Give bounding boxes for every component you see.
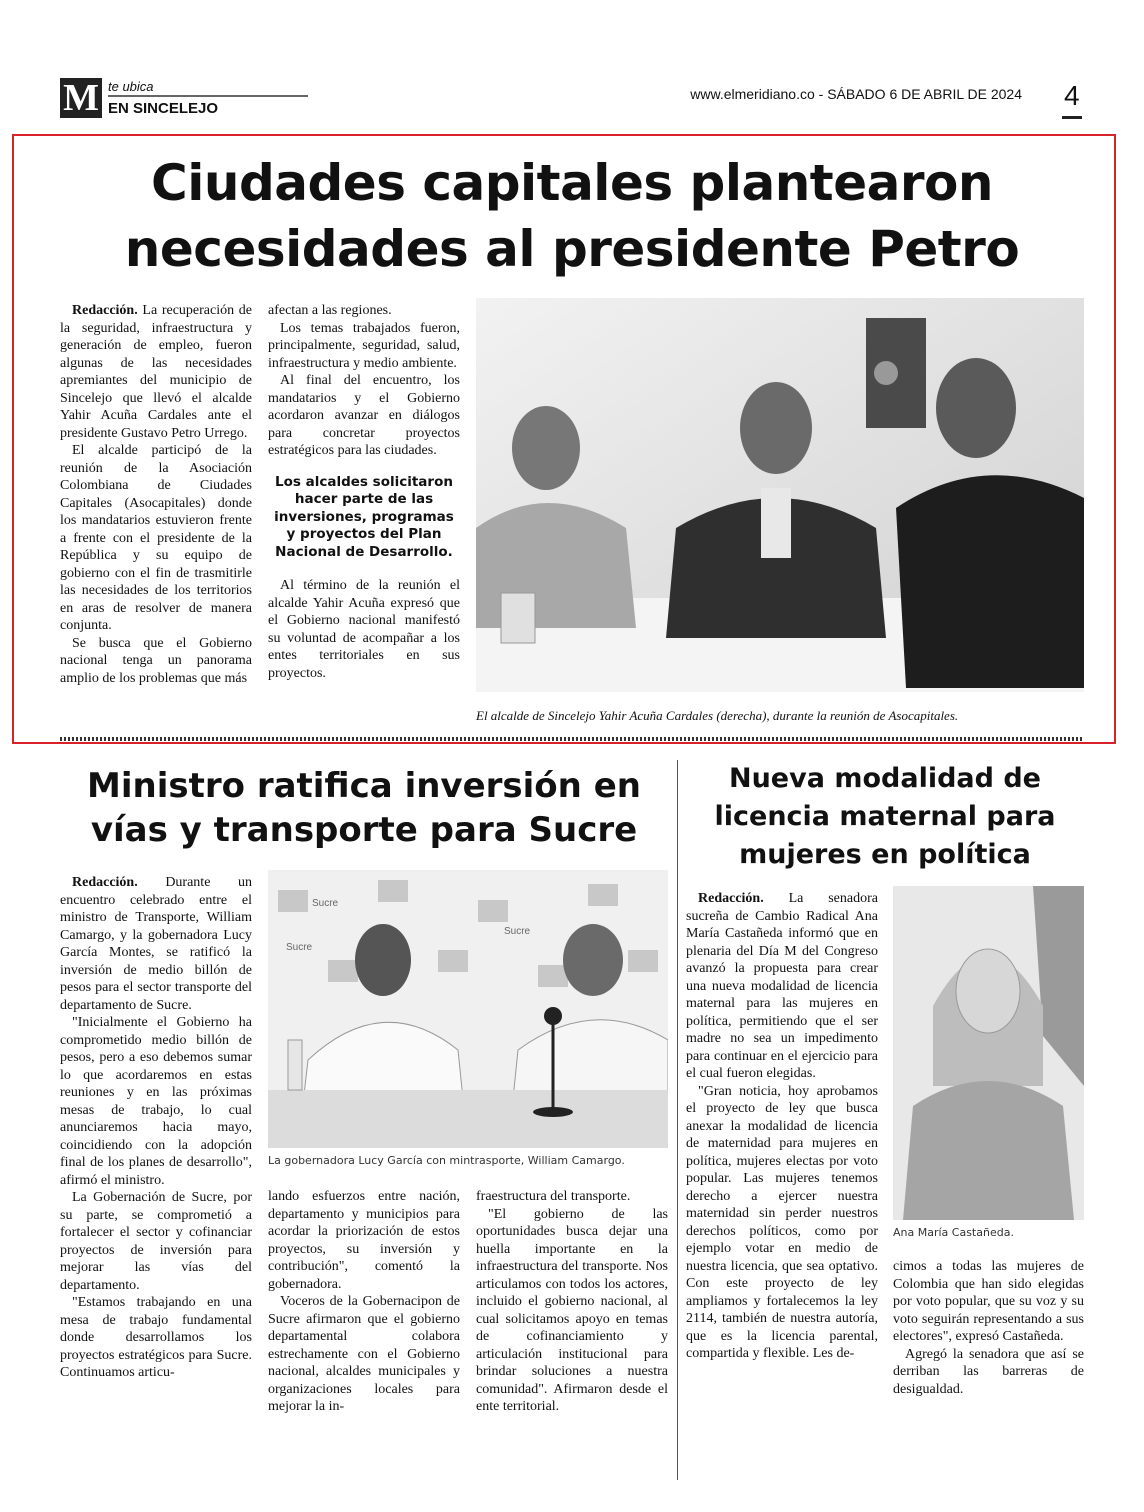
story3-byline: Redacción. (698, 891, 764, 906)
story1-paragraph: Al término de la reunión el alcalde Yahir Acuña expresó que el Gobierno nacional manifestó su voluntad de acompañar a los entes territoriales en sus proyectos. (268, 578, 460, 681)
story2-paragraph: Durante un encuentro celebrado entre el ministro de Transporte, William Camargo, y la gobernadora Lucy García Montes, se ratificó la inversión de medio billón de pesos para el sector transporte del departamento de Sucre. (60, 875, 252, 1013)
section-divider (108, 95, 308, 97)
story3-column-2 (893, 1258, 1084, 1398)
story1-headline-line2: necesidades al presidente Petro (124, 220, 1020, 278)
story1-paragraph: Se busca que el Gobierno nacional tenga un panorama amplio de los problemas que más (60, 635, 252, 686)
story1-paragraph: La recuperación de la seguridad, infraestructura y generación de empleo, fueron algunas de las necesidades apremiantes del municipio de Sincelejo que llevó el alcalde Yahir Acuña Cardales ante el presidente Gustavo Petro Urrego. (60, 303, 252, 441)
story3-photo-caption: Ana María Castañeda. (893, 1226, 1014, 1239)
story1-photo (476, 298, 1084, 692)
story2-paragraph: La Gobernación de Sucre, por su parte, se comprometió a fortalecer el sector y cofinanciar proyectos de inversión para mejorar las vías del departamento. (60, 1190, 252, 1293)
backdrop-word: Sucre (286, 942, 313, 953)
backdrop-word: Sucre (504, 926, 531, 937)
story2-photo-caption: La gobernadora Lucy García con mintrasporte, William Camargo. (268, 1154, 625, 1167)
page-number: 4 (1064, 80, 1080, 111)
story1-paragraph: Al final del encuentro, los mandatarios y el Gobierno acordaron avanzar en diálogos para concretar proyectos estratégicos para las ciudades. (268, 373, 460, 458)
story1-paragraph: Los temas trabajados fueron, principalmente, seguridad, salud, infraestructura y medio ambiente. (268, 320, 460, 371)
story3-photo (893, 886, 1084, 1220)
story3-paragraph: cimos a todas las mujeres de Colombia que han sido elegidas por voto popular, que su voz y su voto seguirán representando a sus electores", expresó Castañeda. (893, 1259, 1084, 1344)
story3-headline-line1: Nueva modalidad de (728, 763, 1041, 794)
story3-paragraph: Agregó la senadora que así se derriban las barreras de desigualdad. (893, 1346, 1084, 1397)
section-separator (60, 737, 1084, 741)
story1-column-1 (60, 302, 252, 687)
story2-column-1 (60, 874, 252, 1382)
story2-paragraph: "Estamos trabajando en una mesa de trabajo fundamental donde desarrollamos los proyectos estratégicos para Sucre. Continuamos articu- (60, 1295, 252, 1380)
story3-headline-line2: licencia maternal para (714, 801, 1056, 832)
story1-byline: Redacción. (72, 303, 138, 318)
page-number-underline (1062, 116, 1082, 119)
story2-paragraph: fraestructura del transporte. (476, 1189, 631, 1204)
story2-photo (268, 870, 668, 1148)
story3-column-1 (686, 890, 878, 1363)
story2-headline-line2: vías y transporte para Sucre (90, 810, 638, 850)
story3-paragraph: "Gran noticia, hoy aprobamos el proyecto de ley que busca anexar la modalidad de licencia de maternidad para mujeres en política, mujeres electas por voto popular. Las mujeres tenemos derecho a ejercer nuestra maternidad sin perder nuestros derechos políticos, como por ejemplo votar en medio de nuestra licencia, que sea optativo. Con este proyecto de ley ampliamos y fortalecemos la ley 2114, también de nuestra autoría, que es la licencia parental, compartida y flexible. Les de- (686, 1083, 878, 1361)
story1-paragraph: afectan a las regiones. (268, 303, 392, 318)
backdrop-word: Sucre (312, 898, 339, 909)
story2-headline-line1: Ministro ratifica inversión en (87, 766, 641, 806)
story2-headline (60, 764, 668, 852)
story3-headline-line3: mujeres en política (739, 839, 1031, 870)
story2-paragraph: "El gobierno de las oportunidades busca dejar una huella importante en la infraestructura del transporte. Nos articulamos con todos los actores, incluido el gobierno nacional, al cual solicitamos apoyo en temas de cofinanciamiento y articulación institucional para brindar soluciones a nuestra comunidad". Afirmaron desde el ente territorial. (476, 1206, 668, 1414)
story1-paragraph: El alcalde participó de la reunión de la Asociación Colombiana de Ciudades Capitales (Asocapitales) donde los mandatarios estuvieron frente a frente con el presidente de la República y su equipo de gobierno con el fin de trasmitirle las necesidades de los territorios en aras de resolver de manera conjunta. (60, 443, 252, 633)
story1-headline (20, 150, 1124, 282)
section-name: EN SINCELEJO (108, 100, 219, 117)
story2-column-2 (268, 1188, 460, 1416)
story2-byline: Redacción. (72, 875, 138, 890)
newspaper-logo: M (60, 78, 102, 118)
story2-column-3 (476, 1188, 668, 1416)
section-tag-small: te ubica (108, 79, 154, 94)
story1-headline-line1: Ciudades capitales plantearon (151, 154, 993, 212)
story2-paragraph: lando esfuerzos entre nación, departamento y municipios para acordar la priorización de estos proyectos, su inversión y contribución", comentó la gobernadora. (268, 1189, 460, 1292)
story2-paragraph: Voceros de la Gobernacipon de Sucre afirmaron que el gobierno departamental colabora estrechamente con el Gobierno nacional, alcaldes municipales y organizaciones locales para mejorar la in- (268, 1294, 460, 1414)
story1-photo-caption: El alcalde de Sincelejo Yahir Acuña Cardales (derecha), durante la reunión de Asocapitales. (476, 708, 959, 723)
column-rule (677, 760, 678, 1480)
story3-headline (686, 760, 1084, 874)
dateline: www.elmeridiano.co - SÁBADO 6 DE ABRIL DE 2024 (690, 86, 1022, 102)
story1-pullquote: Los alcaldes solicitaron hacer parte de las inversiones, programas y proyectos del Plan Nacional de Desarrollo. (274, 473, 454, 560)
story2-paragraph: "Inicialmente el Gobierno ha comprometido medio billón de pesos, pero a eso debemos sumar lo que acordaremos en estas reuniones y en las próximas mesas de trabajo, lo cual anunciaremos hacia mayo, coincidiendo con la adopción final de los planes de desarrollo", afirmó el ministro. (60, 1015, 252, 1188)
story1-column-2 (268, 302, 460, 682)
story3-paragraph: La senadora sucreña de Cambio Radical Ana María Castañeda informó que en plenaria del Día M del Congreso avanzó la propuesta para crear una nueva modalidad de licencia maternal para las mujeres en política, permitiendo que el ser madre no sea un impedimento para continuar en el ejercicio para el cual fueron elegidas. (686, 891, 878, 1081)
